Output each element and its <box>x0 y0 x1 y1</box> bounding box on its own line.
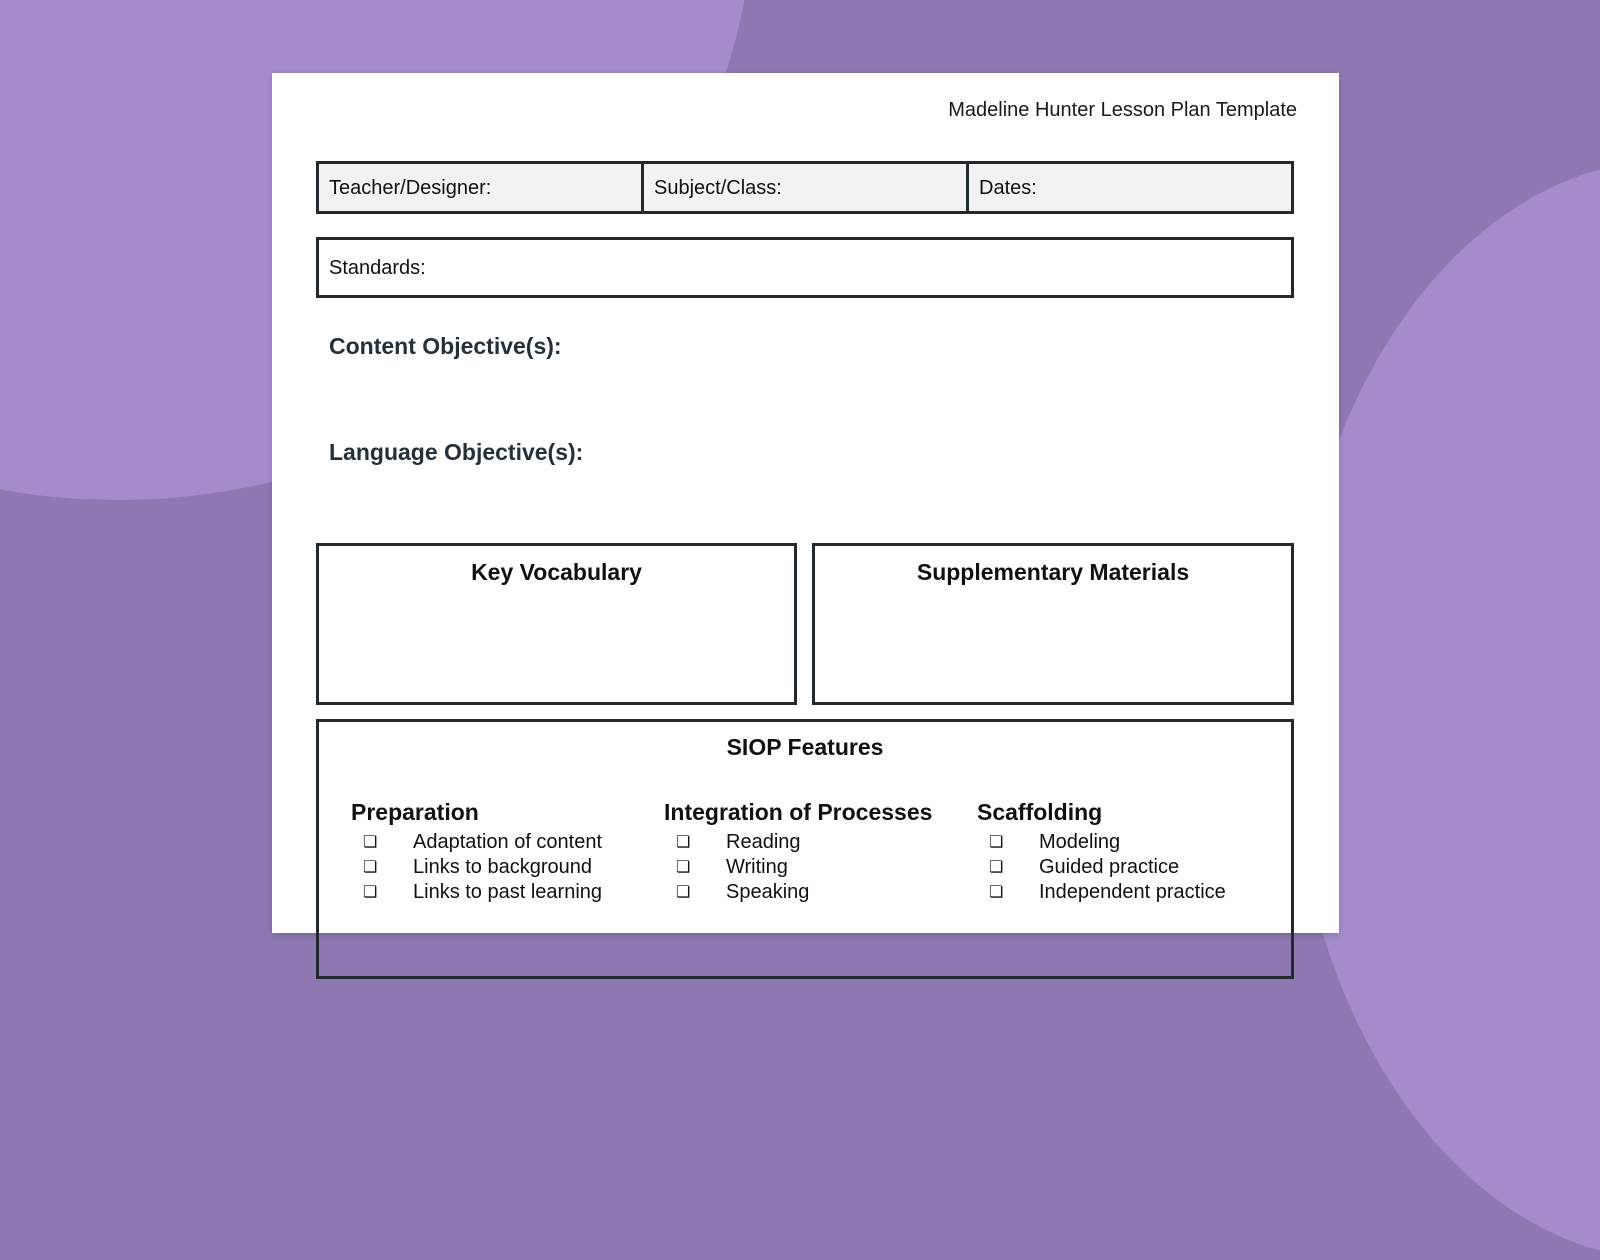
checklist <box>664 830 977 905</box>
checklist-item[interactable] <box>351 855 664 880</box>
siop-column-integration <box>664 799 977 905</box>
column-heading: Integration of Processes <box>664 799 933 825</box>
subject-class-field[interactable]: Subject/Class: <box>644 164 969 211</box>
checkbox-icon[interactable]: ❏ <box>363 884 378 901</box>
checkbox-icon[interactable]: ❏ <box>363 834 378 851</box>
checklist-item-label: Independent practice <box>1039 881 1226 903</box>
checklist-item[interactable] <box>664 830 977 855</box>
teacher-designer-field[interactable]: Teacher/Designer: <box>319 164 644 211</box>
checklist-item[interactable] <box>664 855 977 880</box>
checkbox-icon[interactable]: ❏ <box>363 859 378 876</box>
checklist-item[interactable] <box>977 830 1290 855</box>
checklist-item-label: Reading <box>726 831 801 853</box>
header-fields-row <box>316 161 1294 214</box>
key-vocabulary-title: Key Vocabulary <box>471 559 642 585</box>
content-objective-heading: Content Objective(s): <box>329 333 562 359</box>
checklist-item[interactable] <box>351 830 664 855</box>
checklist-item-label: Writing <box>726 856 788 878</box>
language-objective-heading: Language Objective(s): <box>329 439 584 465</box>
checklist-item-label: Modeling <box>1039 831 1121 853</box>
key-vocabulary-box[interactable] <box>316 543 797 705</box>
checklist-item-label: Guided practice <box>1039 856 1180 878</box>
supplementary-materials-title: Supplementary Materials <box>916 559 1190 585</box>
siop-columns <box>319 799 1291 905</box>
siop-features-box <box>316 719 1294 979</box>
checkbox-icon[interactable]: ❏ <box>989 859 1004 876</box>
checkbox-icon[interactable]: ❏ <box>989 884 1004 901</box>
siop-column-preparation <box>351 799 664 905</box>
checklist-item-label: Links to past learning <box>413 881 603 903</box>
dates-field[interactable]: Dates: <box>979 177 1037 199</box>
checkbox-icon[interactable]: ❏ <box>676 834 691 851</box>
lesson-plan-page <box>272 73 1339 933</box>
checklist-item[interactable] <box>977 855 1290 880</box>
checkbox-icon[interactable]: ❏ <box>989 834 1004 851</box>
checklist-item-label: Adaptation of content <box>413 831 603 853</box>
checklist-item[interactable] <box>351 880 664 905</box>
document-title: Madeline Hunter Lesson Plan Template <box>948 99 1297 121</box>
checklist-item-label: Links to background <box>413 856 593 878</box>
checklist-item-label: Speaking <box>726 881 810 903</box>
checklist <box>977 830 1290 905</box>
siop-features-title: SIOP Features <box>726 734 884 760</box>
column-heading: Preparation <box>351 799 479 825</box>
checkbox-icon[interactable]: ❏ <box>676 884 691 901</box>
checklist <box>351 830 664 905</box>
supplementary-materials-box[interactable] <box>812 543 1294 705</box>
checklist-item[interactable] <box>977 880 1290 905</box>
siop-column-scaffolding <box>977 799 1290 905</box>
checklist-item[interactable] <box>664 880 977 905</box>
standards-field[interactable]: Standards: <box>316 237 1294 298</box>
checkbox-icon[interactable]: ❏ <box>676 859 691 876</box>
column-heading: Scaffolding <box>977 799 1103 825</box>
